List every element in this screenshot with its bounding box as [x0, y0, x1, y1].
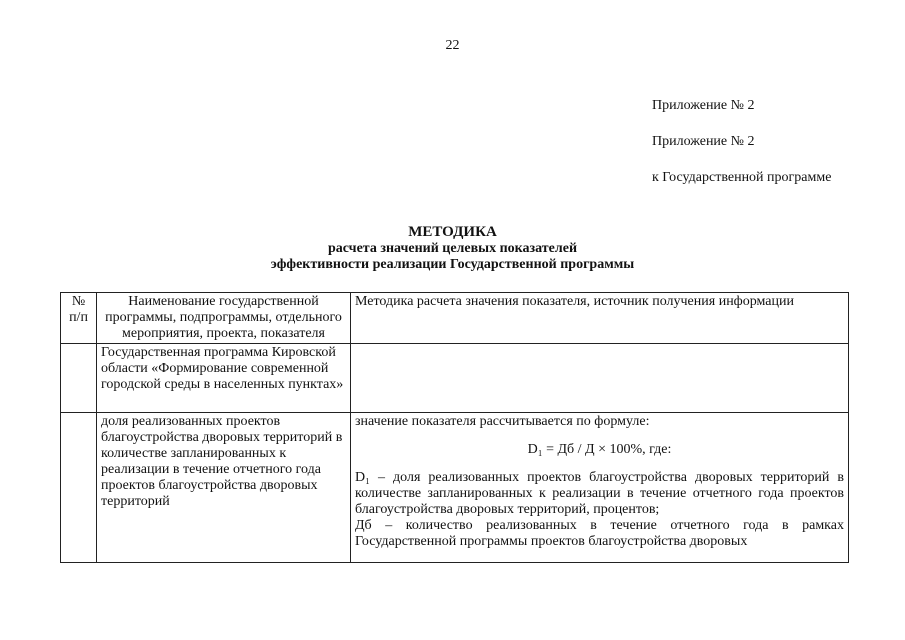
indicator-method [351, 413, 849, 563]
method-intro: значение показателя рассчитывается по формуле: [355, 414, 650, 429]
indicator-name: доля реализованных проектов благоустройства дворовых территорий в количестве запланированных к реализации в течение отчетного года проектов благоустройства дворовых территорий [97, 413, 351, 563]
title-sub-1: расчета значений целевых показателей [327, 241, 578, 256]
program-method [351, 344, 849, 413]
formula: D₁ = Дб / Д × 100%, где: [527, 442, 672, 457]
program-num [61, 344, 97, 413]
definition-d1: D₁ – доля реализованных проектов благоустройства дворовых территорий в количестве запланированных к реализации в течение отчетного года проектов благоустройства дворовых территорий, процентов; [355, 470, 844, 517]
header-num: № п/п [61, 293, 97, 344]
title-main: МЕТОДИКА [408, 224, 497, 240]
definition-db: Дб – количество реализованных в течение отчетного года в рамках Государственной программы проектов благоустройства дворовых [355, 518, 844, 549]
program-name: Государственная программа Кировской области «Формирование современной городской среды в населенных пунктах» [97, 344, 351, 413]
header-method: Методика расчета значения показателя, источник получения информации [351, 293, 849, 344]
indicator-num [61, 413, 97, 563]
title-sub-2: эффективности реализации Государственной программы [270, 257, 635, 272]
table-row-indicator [61, 413, 849, 563]
table-header-row [61, 293, 849, 344]
header-name: Наименование государственной программы, подпрограммы, отдельного мероприятия, проекта, показателя [97, 293, 351, 344]
appendix-line-1: Приложение № 2 [652, 98, 755, 113]
table-row-program [61, 344, 849, 413]
document-title [0, 223, 905, 273]
methodology-table [60, 292, 849, 563]
page-number: 22 [445, 38, 460, 53]
appendix-line-3: к Государственной программе [652, 170, 832, 185]
appendix-line-2: Приложение № 2 [652, 134, 755, 149]
